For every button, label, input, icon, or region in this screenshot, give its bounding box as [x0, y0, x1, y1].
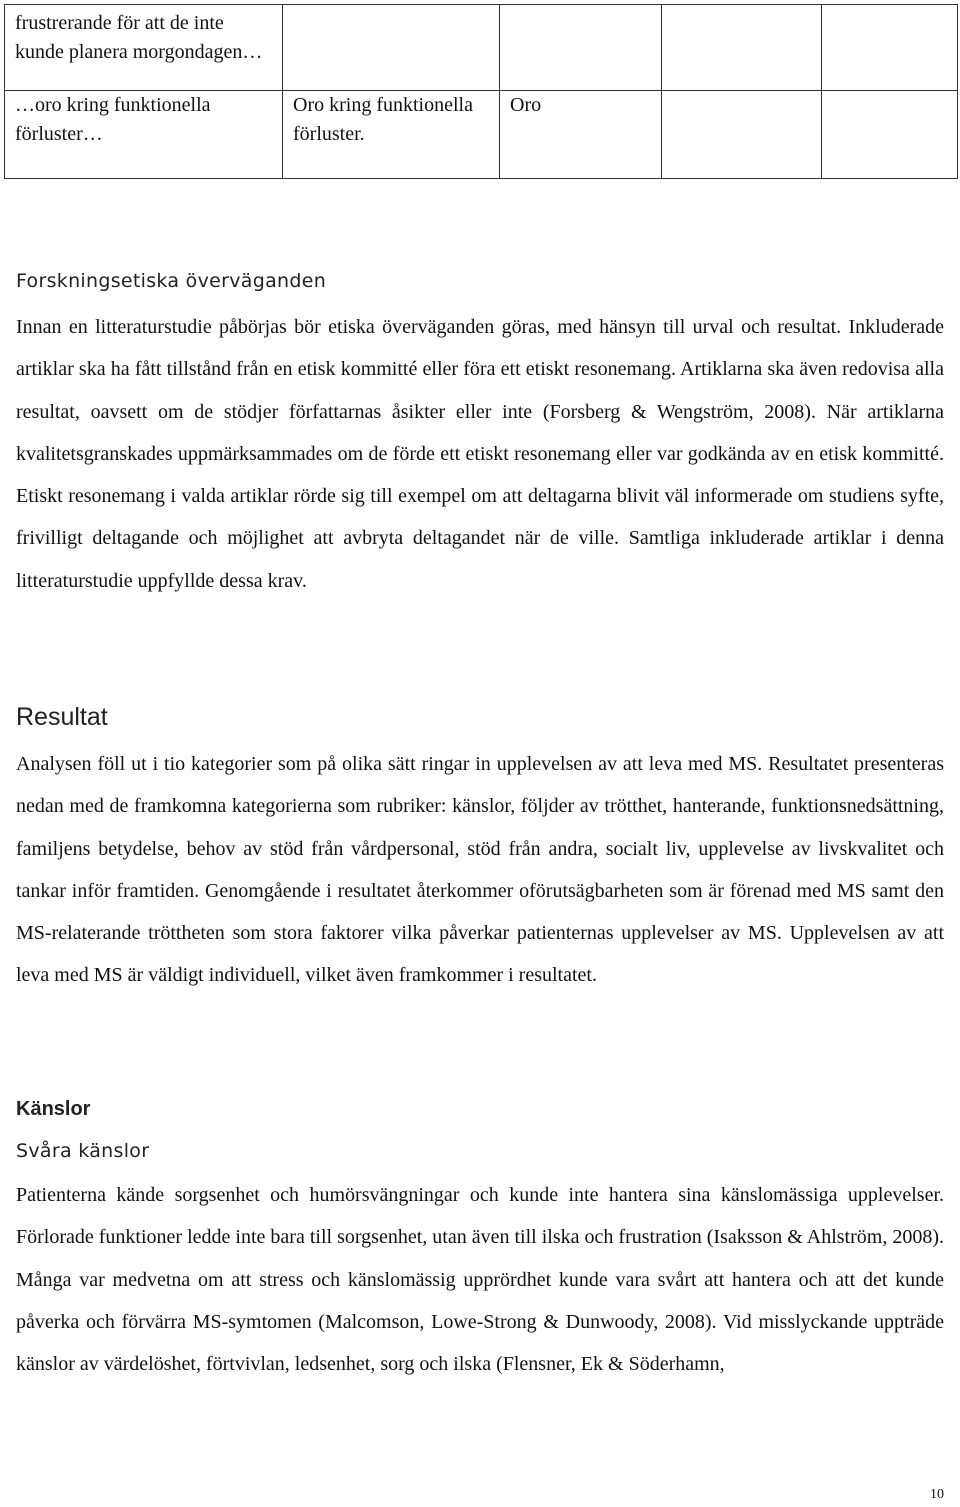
results-heading: Resultat — [16, 703, 108, 731]
table-cell: …oro kring funktionella förluster… — [5, 91, 283, 179]
feelings-heading: Känslor — [16, 1098, 91, 1120]
results-paragraph: Analysen föll ut i tio kategorier som på olika sätt ringar in upplevelsen av att leva med MS. Resultatet presenteras nedan med de framkomna kategorierna som rubriker: känslor, följder av trötthet, hanterande, funktionsnedsättning, familjens betydelse, behov av stöd från vårdpersonal, stöd från andra, socialt liv, upplevelse av livskvalitet och tankar inför framtiden. Genomgående i resultatet återkommer oförutsägbarheten som är förenad med MS samt den MS-relaterande tröttheten som stora faktorer vilka påverkar patienternas upplevelser av MS. Upplevelsen av att leva med MS är väldigt individuell, vilket även framkommer i resultatet. — [16, 753, 944, 987]
table-cell — [662, 5, 822, 91]
table-row — [5, 5, 958, 91]
table-row — [5, 91, 958, 179]
feelings-paragraph: Patienterna kände sorgsenhet och humörsvängningar och kunde inte hantera sina känslomässiga upplevelser. Förlorade funktioner ledde inte bara till sorgsenhet, utan även till ilska och frustration (Isaksson & Ahlström, 2008). Många var medvetna om att stress och känslomässig upprördhet kunde vara svårt att hantera och att det kunde påverka och förvärra MS-symtomen (Malcomson, Lowe-Strong & Dunwoody, 2008). Vid misslyckande uppträde känslor av värdelöshet, förtvivlan, ledsenhet, sorg och ilska (Flensner, Ek & Söderhamn, — [16, 1184, 944, 1376]
table-cell — [500, 5, 662, 91]
table-cell: Oro kring funktionella förluster. — [283, 91, 500, 179]
category-table-fragment — [4, 4, 958, 179]
table-cell — [822, 91, 958, 179]
table-cell — [283, 5, 500, 91]
table-cell — [822, 5, 958, 91]
table-cell — [662, 91, 822, 179]
ethics-heading: Forskningsetiska överväganden — [16, 270, 327, 292]
feelings-subheading: Svåra känslor — [16, 1140, 150, 1162]
ethics-paragraph: Innan en litteraturstudie påbörjas bör etiska överväganden göras, med hänsyn till urval och resultat. Inkluderade artiklar ska ha fått tillstånd från en etisk kommitté eller föra ett etiskt resonemang. Artiklarna ska även redovisa alla resultat, oavsett om de stödjer författarnas åsikter eller inte (Forsberg & Wengström, 2008). När artiklarna kvalitetsgranskades uppmärksammades om de förde ett etiskt resonemang eller var godkända av en etisk kommitté. Etiskt resonemang i valda artiklar rörde sig till exempel om att deltagarna blivit väl informerade om studiens syfte, frivilligt deltagande och möjlighet att avbryta deltagandet när de ville. Samtliga inkluderade artiklar i denna litteraturstudie uppfyllde dessa krav. — [16, 316, 944, 592]
table-cell: Oro — [500, 91, 662, 179]
page-number: 10 — [930, 1487, 944, 1502]
table-cell: frustrerande för att de inte kunde planera morgondagen… — [5, 5, 283, 91]
